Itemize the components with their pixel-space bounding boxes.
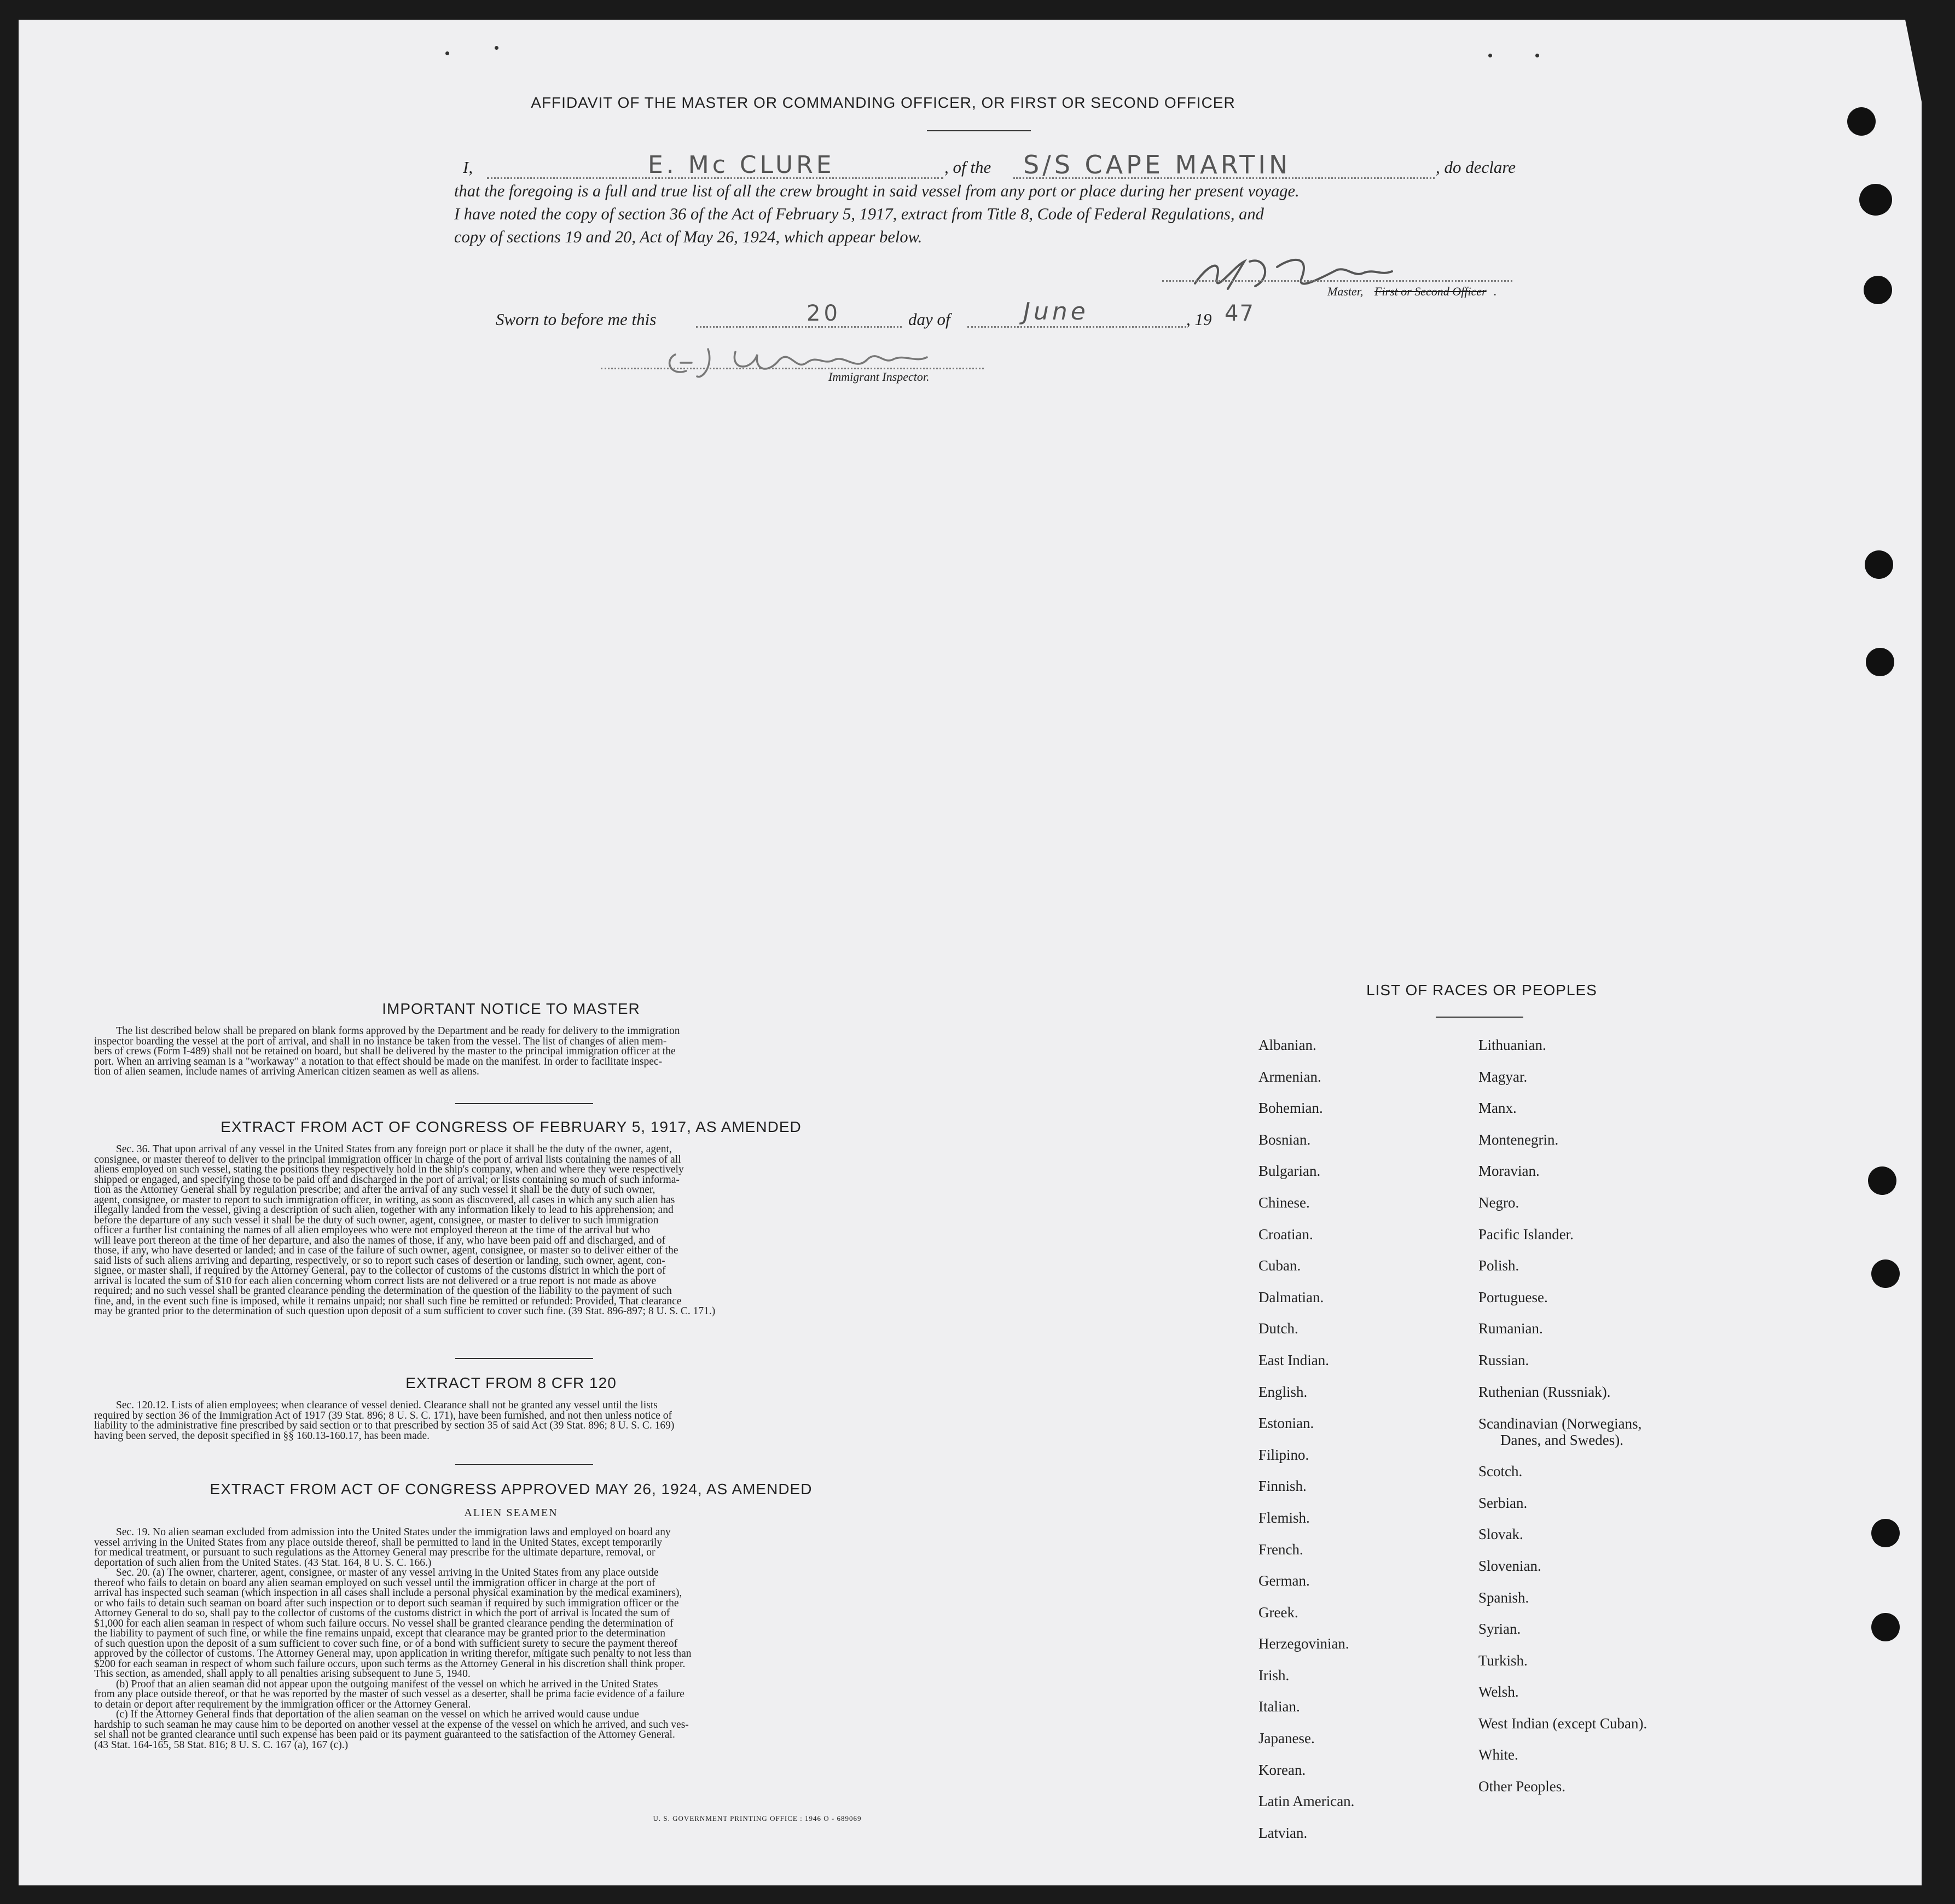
race-item: Korean.	[1258, 1761, 1306, 1778]
race-item: Pacific Islander.	[1478, 1226, 1574, 1243]
punch-hole	[1871, 1519, 1900, 1547]
race-item: Portuguese.	[1478, 1288, 1548, 1305]
extract-line: Attorney General to do so, shall pay to the collector of customs of the customs district in which the port of arrival is located the sum of	[94, 1607, 670, 1619]
officer-name: E. Mc CLURE	[648, 151, 835, 179]
year-prefix: , 19	[1186, 310, 1212, 329]
declaration-line-3: copy of sections 19 and 20, Act of May 26, 1924, which appear below.	[454, 228, 923, 246]
extract-line: thereof who fails to detain on board any alien seaman employed on such vessel until the immigration officer in charge at the port of	[94, 1577, 655, 1589]
extract-line: or who fails to detain such seaman on board after such inspection or to deport such seaman if required by such immigration officer or the	[94, 1597, 679, 1609]
affidavit-title: AFFIDAVIT OF THE MASTER OR COMMANDING OFFICER, OR FIRST OR SECOND OFFICER	[531, 94, 1235, 111]
race-item: Russian.	[1478, 1351, 1529, 1368]
race-item: West Indian (except Cuban).	[1478, 1715, 1647, 1732]
declaration-line-1: that the foregoing is a full and true list of all the crew brought in said vessel from any port or place during her present voyage.	[454, 182, 1300, 200]
extract-line: $1,000 for each alien seaman in respect of whom such failure occurs. No vessel shall be granted clearance pending the determination of	[94, 1617, 674, 1629]
speck	[1535, 54, 1539, 57]
notice-line: inspector boarding the vessel at the port of arrival, and shall in no instance be taken from the vessel. The list of changes of alien mem-	[94, 1035, 667, 1047]
title-rule	[927, 130, 1031, 131]
extract-line: Sec. 36. That upon arrival of any vessel in the United States from any foreign port or place it shall be the duty of the owner, agent,	[116, 1143, 672, 1155]
race-item: Albanian.	[1258, 1037, 1316, 1053]
extract-1924-text	[94, 1528, 941, 1750]
extract-line: will leave port thereon at the time of her departure, and also the names of those, if any, who have been paid off and discharged, and of	[94, 1234, 666, 1246]
races-column-1	[1258, 1030, 1354, 1849]
race-item: Slovenian.	[1478, 1557, 1541, 1574]
extract-line: aliens employed on such vessel, stating the positions they respectively hold in the ship's company, when and where they were respectively	[94, 1164, 684, 1175]
race-item: Ruthenian (Russniak).	[1478, 1383, 1611, 1400]
race-item: Moravian.	[1478, 1163, 1540, 1180]
race-item: Bulgarian.	[1258, 1163, 1321, 1180]
punch-hole	[1865, 550, 1893, 579]
race-item: French.	[1258, 1541, 1303, 1558]
race-item: Negro.	[1478, 1194, 1519, 1211]
extract-1917-title: EXTRACT FROM ACT OF CONGRESS OF FEBRUARY 5, 1917, AS AMENDED	[221, 1118, 802, 1135]
extract-line: (c) If the Attorney General finds that deportation of the alien seaman on the vessel on which he arrived would cause undue	[116, 1709, 639, 1720]
extract-line: liability to the administrative fine prescribed by said section or to that prescribed by section 35 of said Act (39 Stat. 896; 8 U. S. C. 169)	[94, 1420, 675, 1431]
race-item: White.	[1478, 1746, 1518, 1763]
race-item: Finnish.	[1258, 1478, 1307, 1495]
race-item: Magyar.	[1478, 1068, 1528, 1085]
section-rule	[455, 1464, 593, 1465]
master-signature-line	[1162, 280, 1512, 282]
extract-line: approved by the collector of customs. The Attorney General may, upon application in writing therefor, mitigate such penalty to not less than	[94, 1648, 692, 1659]
race-item: Flemish.	[1258, 1509, 1310, 1526]
declaration-pronoun: I,	[463, 158, 473, 177]
races-column-2	[1478, 1030, 1647, 1803]
extract-line: signee, or master shall, if required by the Attorney General, pay to the collector of customs of the customs district in which the port of	[94, 1265, 666, 1276]
extract-line: to detain or deport after requirement by the immigration officer or the Attorney General.	[94, 1698, 471, 1710]
race-item: Spanish.	[1478, 1589, 1529, 1606]
extract-line: for medical treatment, or pursuant to such regulations as the Attorney General may prescribe for the ultimate departure, removal, or	[94, 1547, 655, 1558]
race-item: Danes, and Swedes).	[1500, 1432, 1623, 1449]
signature-caption-master: Master,	[1327, 285, 1364, 298]
extract-line: vessel arriving in the United States from any place outside thereof, shall be permitted to land in the United States, except temporarily	[94, 1536, 663, 1548]
race-item: Serbian.	[1478, 1494, 1528, 1511]
extract-line: agent, consignee, or master to report to such immigration officer, in writing, as soon as discovered, all cases in which any such alien has	[94, 1194, 675, 1206]
sworn-day-line	[696, 326, 902, 328]
extract-line: arrival has inspected such seaman (which inspection in all cases shall include a personal physical examination by the medical examiners),	[94, 1587, 682, 1599]
race-item: Japanese.	[1258, 1730, 1315, 1747]
race-item: Bohemian.	[1258, 1100, 1323, 1117]
race-item: Polish.	[1478, 1257, 1519, 1274]
race-item: East Indian.	[1258, 1351, 1329, 1368]
punch-hole	[1871, 1259, 1900, 1288]
races-title: LIST OF RACES OR PEOPLES	[1366, 982, 1597, 999]
speck	[445, 51, 449, 55]
race-item: Italian.	[1258, 1698, 1300, 1715]
race-item: Latvian.	[1258, 1824, 1308, 1841]
extract-line: hardship to such seaman he may cause him to be deported on another vessel at the expense of the vessel on which he arrived, and such ves-	[94, 1719, 689, 1731]
notice-line: port. When an arriving seaman is a "workaway" a notation to that effect should be made on the manifest. In order to facilitate inspec-	[94, 1055, 663, 1067]
punch-hole	[1871, 1613, 1900, 1641]
race-item: German.	[1258, 1572, 1310, 1589]
extract-line: Sec. 19. No alien seaman excluded from admission into the United States under the immigration laws and employed on board any	[116, 1526, 671, 1538]
race-item: Cuban.	[1258, 1257, 1301, 1274]
notice-text	[94, 1026, 941, 1077]
race-item: English.	[1258, 1383, 1308, 1400]
declaration-line-2: I have noted the copy of section 36 of the Act of February 5, 1917, extract from Title 8, Code of Federal Regulations, and	[454, 205, 1264, 223]
day-of-label: day of	[908, 310, 950, 329]
inspector-signature-line	[601, 368, 984, 369]
document-page	[19, 20, 1922, 1885]
race-item: Other Peoples.	[1478, 1778, 1565, 1795]
extract-line: said lists of such aliens arriving and departing, respectively, or so to report such cases of desertion or landing, such owner, agent, con-	[94, 1255, 665, 1267]
extract-1924-subtitle: ALIEN SEAMEN	[464, 1507, 558, 1519]
extract-cfr-text	[94, 1401, 941, 1441]
extract-line: Sec. 120.12. Lists of alien employees; when clearance of vessel denied. Clearance shall not be granted any vessel until the lists	[116, 1400, 658, 1411]
extract-line: may be granted prior to the determination of such question upon deposit of a sum sufficient to cover such fine. (39 Stat. 896-897; 8 U. S. C. 171.)	[94, 1305, 716, 1317]
extract-line: of such question upon the deposit of a sum sufficient to cover such fine, or of a bond with sufficient surety to secure the payment thereof	[94, 1638, 678, 1650]
section-rule	[455, 1358, 593, 1359]
extract-line: before the departure of any such vessel it shall be the duty of such owner, agent, consignee, or master to deliver to such immigration	[94, 1214, 659, 1226]
punch-hole	[1864, 276, 1892, 304]
race-item: Latin American.	[1258, 1793, 1355, 1810]
of-the-label: , of the	[944, 158, 991, 177]
speck	[495, 46, 498, 50]
race-item: Irish.	[1258, 1667, 1290, 1684]
notice-line: tion of alien seamen, include names of arriving American citizen seamen as well as aliens.	[94, 1066, 479, 1077]
extract-1917-text	[94, 1145, 941, 1317]
extract-line: tion as the Attorney General shall by regulation prescribe; and after the arrival of any such vessel it shall be the duty of such owner,	[94, 1184, 655, 1195]
punch-hole	[1868, 1166, 1896, 1195]
race-item: Armenian.	[1258, 1068, 1321, 1085]
race-item: Dutch.	[1258, 1320, 1298, 1337]
extract-line: arrival is located the sum of $10 for each alien concerning whom correct lists are not delivered or a true report is not made as above	[94, 1275, 657, 1287]
extract-cfr-title: EXTRACT FROM 8 CFR 120	[405, 1374, 617, 1391]
race-item: Estonian.	[1258, 1415, 1314, 1432]
page-corner-cut	[1905, 20, 1922, 102]
race-item: Rumanian.	[1478, 1320, 1543, 1337]
notice-title: IMPORTANT NOTICE TO MASTER	[382, 1000, 640, 1017]
notice-line: The list described below shall be prepared on blank forms approved by the Department and be ready for delivery to the immigration	[116, 1025, 680, 1037]
extract-line: having been served, the deposit specified in §§ 160.13-160.17, has been made.	[94, 1430, 430, 1442]
year-suffix: 47	[1225, 301, 1255, 326]
extract-line: from any place outside thereof, or that he was reported by the master of such vessel as a deserter, shall be prima facie evidence of a failure	[94, 1688, 684, 1700]
sworn-month-line	[967, 326, 1186, 328]
race-item: Filipino.	[1258, 1446, 1309, 1463]
race-item: Bosnian.	[1258, 1131, 1311, 1148]
race-item: Manx.	[1478, 1100, 1517, 1117]
race-item: Syrian.	[1478, 1621, 1521, 1638]
races-title-rule	[1436, 1017, 1523, 1018]
extract-line: consignee, or master thereof to deliver to the principal immigration officer in charge of the port of arrival lists containing the names of all	[94, 1153, 681, 1165]
extract-line: shipped or engaged, and specifying those to be paid off and discharged in the port of arrival; or lists containing so much of such informa-	[94, 1174, 680, 1186]
punch-hole	[1866, 648, 1894, 676]
extract-line: sel shall not be granted clearance until such expense has been paid or its payment guaranteed to the satisfaction of the Attorney General.	[94, 1729, 675, 1740]
sworn-label: Sworn to before me this	[496, 310, 657, 329]
notice-line: bers of crews (Form I-489) shall not be retained on board, but shall be delivered by the master to the principal immigration officer at the	[94, 1046, 676, 1057]
race-item: Welsh.	[1478, 1684, 1519, 1700]
extract-line: (b) Proof that an alien seaman did not appear upon the outgoing manifest of the vessel on which he arrived in the United States	[116, 1678, 658, 1690]
race-item: Herzegovinian.	[1258, 1635, 1349, 1652]
extract-line: required by section 36 of the Immigration Act of 1917 (39 Stat. 896; 8 U. S. C. 171), have been furnished, and not then unless notice of	[94, 1409, 672, 1421]
extract-line: the liability to payment of such fine, or while the fine remains unpaid, except that clearance may be granted prior to the determination	[94, 1628, 665, 1639]
printing-office-footer: U. S. GOVERNMENT PRINTING OFFICE : 1946 O - 689069	[653, 1814, 862, 1822]
race-item: Scotch.	[1478, 1463, 1523, 1480]
section-rule	[455, 1103, 593, 1104]
race-item: Croatian.	[1258, 1226, 1313, 1243]
extract-line: those, if any, who have deserted or landed; and in case of the failure of such owner, agent, consignee, or master so to deliver either of the	[94, 1245, 678, 1256]
race-item: Dalmatian.	[1258, 1288, 1324, 1305]
do-declare-label: , do declare	[1436, 158, 1516, 177]
extract-1924-title: EXTRACT FROM ACT OF CONGRESS APPROVED MAY 26, 1924, AS AMENDED	[210, 1481, 813, 1497]
extract-line: This section, as amended, shall apply to all penalties arising subsequent to June 5, 1940.	[94, 1668, 471, 1680]
race-item: Greek.	[1258, 1604, 1298, 1621]
race-item: Scandinavian (Norwegians,	[1478, 1415, 1642, 1432]
sworn-day: 20	[807, 301, 841, 326]
extract-line: fine, and, in the event such fine is imposed, while it remains unpaid; nor shall such fine be remitted or refunded: Provided, That clearance	[94, 1295, 682, 1307]
extract-line: Sec. 20. (a) The owner, charterer, agent, consignee, or master of any vessel arriving in the United States from any place outside	[116, 1567, 659, 1578]
extract-line: officer a further list containing the names of all alien employees who were not employed thereon at the time of the arrival but who	[94, 1224, 651, 1236]
race-item: Slovak.	[1478, 1526, 1523, 1543]
vessel-name: S/S CAPE MARTIN	[1023, 150, 1291, 179]
extract-line: illegally landed from the vessel, giving a description of such alien, together with any information likely to lead to his apprehension; and	[94, 1204, 674, 1216]
race-item: Turkish.	[1478, 1652, 1528, 1669]
signature-caption-struck: First or Second Officer	[1374, 285, 1487, 298]
extract-line: required; and no such vessel shall be granted clearance pending the determination of the question of the liability to the payment of such	[94, 1285, 672, 1297]
race-item: Montenegrin.	[1478, 1131, 1559, 1148]
inspector-caption: Immigrant Inspector.	[828, 370, 930, 384]
extract-line: $200 for each seaman in respect of whom such failure occurs, upon such terms as the Attorney General in his discretion shall think proper.	[94, 1658, 686, 1670]
extract-line: deportation of such alien from the United States. (43 Stat. 164, 8 U. S. C. 166.)	[94, 1557, 432, 1569]
race-item: Chinese.	[1258, 1194, 1310, 1211]
signature-caption-end: .	[1494, 285, 1497, 298]
sworn-month: June	[1023, 298, 1089, 326]
punch-hole	[1859, 184, 1892, 216]
extract-line: (43 Stat. 164-165, 58 Stat. 816; 8 U. S. C. 167 (a), 167 (c).)	[94, 1739, 349, 1751]
race-item: Lithuanian.	[1478, 1037, 1546, 1053]
speck	[1488, 54, 1492, 57]
punch-hole	[1847, 107, 1876, 136]
